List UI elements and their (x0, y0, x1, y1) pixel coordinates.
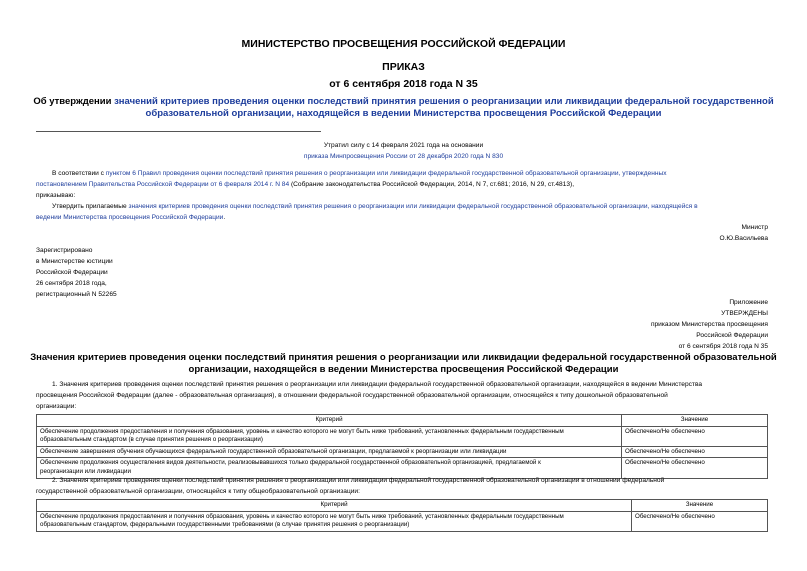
preamble-text: В соответствии с (52, 170, 106, 177)
registration-line: 26 сентября 2018 года, (36, 280, 107, 287)
doc-title-link[interactable]: значений критериев проведения оценки последствий принятия решения о реорганизации или ликвидации федеральной государственной (114, 96, 774, 107)
section1-line2: просвещения Российской Федерации (далее - образовательная организация), в отношении федеральной государственной образовательной организации, относящейся к типу дошкольной образовательной (36, 392, 668, 399)
table-row (37, 511, 768, 531)
table-cell-value: Обеспечено/Не обеспечено (622, 426, 768, 446)
table-cell-value: Обеспечено/Не обеспечено (622, 446, 768, 458)
criteria-link[interactable]: значения критериев проведения оценки последствий принятия решения о реорганизации или ликвидации федеральной государственной образовательной организации, находящейся в (128, 203, 698, 210)
appendix-line: Российской Федерации (696, 332, 768, 339)
registration-line: регистрационный N 52265 (36, 291, 117, 298)
table-cell-value: Обеспечено/Не обеспечено (622, 458, 768, 478)
table-header-criterion: Критерий (37, 500, 632, 512)
appendix-line: Приложение (729, 299, 768, 306)
table-cell-criterion (37, 511, 632, 531)
registration-line: в Министерстве юстиции (36, 258, 113, 265)
ministry-heading: МИНИСТЕРСТВО ПРОСВЕЩЕНИЯ РОССИЙСКОЙ ФЕДЕРАЦИИ (241, 38, 566, 50)
table-row (37, 446, 768, 458)
section2-line2: государственной образовательной организации, относящейся к типу общеобразовательной организации: (36, 488, 360, 495)
section2-line1: 2. Значения критериев проведения оценки последствий принятия решения о реорганизации или ликвидации федеральной государственной образовательной организации в отношении федеральной (52, 477, 665, 484)
criterion-text: реорганизации или ликвидации (40, 467, 131, 475)
appendix-title-line1: Значения критериев проведения оценки последствий принятия решения о реорганизации или ликвидации федеральной государственной образовательной (30, 352, 777, 363)
preamble-paragraph-2 (52, 202, 772, 213)
table-cell-criterion (37, 446, 622, 458)
table-header-row (37, 415, 768, 427)
table-cell-value: Обеспечено/Не обеспечено (632, 511, 768, 531)
status-link[interactable]: приказа Минпросвещения России от 28 декабря 2020 года N 830 (303, 153, 504, 160)
table-cell-criterion (37, 426, 622, 446)
doc-type-heading: ПРИКАЗ (382, 61, 425, 73)
doc-title-prefix: Об утверждении (33, 96, 115, 107)
appendix-title-line2: организации, находящейся в ведении Министерства просвещения Российской Федерации (188, 364, 619, 375)
criterion-text: образовательным стандартом, федеральными государственными требованиями (в случае принятия решения о реорганизации) (40, 521, 410, 529)
criterion-text: Обеспечение завершения обучения обучающихся федеральной государственной образовательной организации, предлагаемой к реорганизации или ликвидации (40, 447, 507, 455)
registration-line: Зарегистрировано (36, 247, 93, 254)
criteria-table-1 (36, 414, 768, 479)
preamble-text: (Собрание законодательства Российской Федерации, 2014, N 7, ст.681; 2016, N 29, ст.4813), (289, 181, 575, 188)
section1-line3: организации: (36, 403, 77, 410)
appendix-line: от 6 сентября 2018 года N 35 (678, 343, 768, 350)
criterion-text: Обеспечение продолжения осуществления видов деятельности, реализовывавшихся только федеральной государственной образовательной организацией, предлагаемой к (40, 459, 541, 467)
divider (36, 131, 321, 132)
signature-position: Министр (741, 224, 768, 231)
preamble-paragraph-1-cont (36, 180, 776, 191)
preamble-paragraph-1 (52, 169, 772, 180)
criterion-text: Обеспечение продолжения предоставления и получения образования, уровень и качество которого не могут быть ниже требований, установленных федеральным государственным (40, 427, 564, 435)
status-line: Утратил силу с 14 февраля 2021 года на основании (323, 142, 484, 149)
order-word: приказываю: (36, 192, 76, 199)
criteria-link-cont[interactable]: ведении Министерства просвещения Российской Федерации (36, 214, 224, 221)
doc-title (0, 96, 807, 107)
appendix-line: приказом Министерства просвещения (650, 321, 768, 328)
registration-line: Российской Федерации (36, 269, 108, 276)
doc-title-line2[interactable]: образовательной организации, находящейся в ведении Министерства просвещения Российской Федерации (145, 108, 662, 119)
section1-line1: 1. Значения критериев проведения оценки последствий принятия решения о реорганизации или ликвидации федеральной государственной образовательной организации, находящейся в ведении Министерства (52, 381, 703, 388)
table-header-criterion: Критерий (37, 415, 622, 427)
signature-name: О.Ю.Васильева (719, 235, 768, 242)
rules-link[interactable]: пунктом 6 Правил проведения оценки последствий принятия решения о реорганизации или ликвидации федеральной государственной образовательной организации, утвержденных (105, 170, 667, 177)
table-header-value: Значение (622, 415, 768, 427)
preamble-paragraph-2-cont (36, 213, 225, 224)
criterion-text: Обеспечение продолжения предоставления и получения образования, уровень и качество которого не могут быть ниже требований, установленных федеральным государственным (40, 512, 564, 520)
preamble-text: Утвердить прилагаемые (52, 203, 129, 210)
table-header-row (37, 500, 768, 512)
table-row (37, 426, 768, 446)
preamble-text: . (223, 214, 226, 221)
table-header-value: Значение (632, 500, 768, 512)
doc-date-number: от 6 сентября 2018 года N 35 (329, 78, 478, 90)
government-decree-link[interactable]: постановлением Правительства Российской Федерации от 6 февраля 2014 г. N 84 (36, 181, 290, 188)
appendix-line: УТВЕРЖДЕНЫ (721, 310, 768, 317)
criteria-table-2 (36, 499, 768, 532)
criterion-text: образовательным стандартом (в случае принятия решения о реорганизации) (40, 436, 263, 444)
